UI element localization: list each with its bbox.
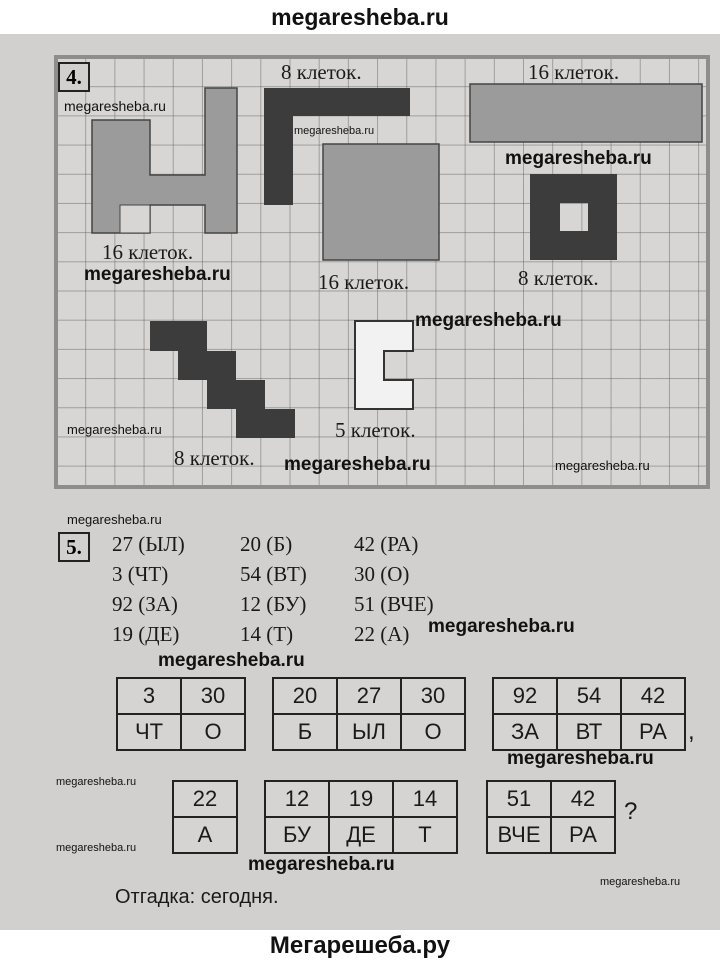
- table-cell-syllable: РА: [551, 817, 615, 853]
- watermark: megaresheba.ru: [555, 458, 650, 473]
- table-cell-syllable: О: [181, 714, 245, 750]
- table-cell-number: 30: [181, 678, 245, 714]
- h-shape-notch: [120, 205, 150, 233]
- caption-ring: 8 клеток.: [518, 266, 599, 290]
- table-cell-number: 51: [487, 781, 551, 817]
- answer-table: [116, 677, 246, 751]
- watermark: megaresheba.ru: [428, 616, 575, 637]
- question-mark: ?: [624, 798, 638, 825]
- table-cell-number: 27: [337, 678, 401, 714]
- comma-mark: ,: [688, 718, 695, 745]
- answer-table: [272, 677, 466, 751]
- site-footer: Мегарешеба.ру: [0, 930, 720, 964]
- watermark: megaresheba.ru: [507, 748, 654, 769]
- table-cell-number: 42: [621, 678, 685, 714]
- task4-number: 4.: [58, 62, 90, 92]
- list-item: 54 (ВТ): [240, 562, 307, 586]
- caption-bar: 16 клеток.: [528, 60, 620, 84]
- table-cell-number: 14: [393, 781, 457, 817]
- table-cell-syllable: ВЧЕ: [487, 817, 551, 853]
- list-item: 3 (ЧТ): [112, 562, 169, 586]
- watermark: megaresheba.ru: [56, 842, 137, 854]
- table-cell-syllable: А: [173, 817, 237, 853]
- answer-table: [492, 677, 686, 751]
- table-cell-syllable: РА: [621, 714, 685, 750]
- outline-figure: [355, 321, 413, 409]
- watermark: megaresheba.ru: [56, 776, 137, 788]
- table-cell-syllable: ЗА: [493, 714, 557, 750]
- table-cell-syllable: Т: [393, 817, 457, 853]
- list-item: 22 (А): [354, 622, 410, 646]
- table-cell-number: 92: [493, 678, 557, 714]
- stairs-figure: [150, 321, 295, 438]
- watermark: megaresheba.ru: [67, 422, 162, 437]
- list-item: 12 (БУ): [240, 592, 307, 616]
- table-cell-syllable: Б: [273, 714, 337, 750]
- watermark: megaresheba.ru: [64, 98, 166, 114]
- list-item: 92 (ЗА): [112, 592, 178, 616]
- answer-table: [486, 780, 616, 854]
- table-cell-number: 54: [557, 678, 621, 714]
- task5-number: 5.: [58, 532, 90, 562]
- table-cell-syllable: БУ: [265, 817, 329, 853]
- table-cell-number: 12: [265, 781, 329, 817]
- watermark: megaresheba.ru: [505, 148, 652, 169]
- answer-table: [172, 780, 238, 854]
- watermark: megaresheba.ru: [284, 454, 431, 475]
- list-item: 51 (ВЧЕ): [354, 592, 434, 616]
- table-cell-syllable: ВТ: [557, 714, 621, 750]
- list-item: 30 (О): [354, 562, 410, 586]
- ring-figure: [530, 174, 617, 260]
- table-cell-number: 42: [551, 781, 615, 817]
- watermark: megaresheba.ru: [248, 854, 395, 875]
- table-cell-number: 3: [117, 678, 181, 714]
- table-cell-syllable: ДЕ: [329, 817, 393, 853]
- table-cell-syllable: ЧТ: [117, 714, 181, 750]
- list-item: 27 (ЫЛ): [112, 532, 185, 556]
- watermark: megaresheba.ru: [600, 876, 681, 888]
- answer-table: [264, 780, 458, 854]
- caption-l-shape: 8 клеток.: [281, 60, 362, 84]
- table-cell-syllable: О: [401, 714, 465, 750]
- caption-h-shape: 16 клеток.: [102, 240, 194, 264]
- list-item: 42 (РА): [354, 532, 419, 556]
- list-item: 14 (Т): [240, 622, 294, 646]
- table-cell-number: 19: [329, 781, 393, 817]
- table-cell-syllable: ЫЛ: [337, 714, 401, 750]
- caption-outline: 5 клеток.: [335, 418, 416, 442]
- watermark: megaresheba.ru: [67, 512, 162, 527]
- table-cell-number: 22: [173, 781, 237, 817]
- table-cell-number: 30: [401, 678, 465, 714]
- caption-square: 16 клеток.: [318, 270, 410, 294]
- watermark: megaresheba.ru: [415, 310, 562, 331]
- watermark: megaresheba.ru: [84, 264, 231, 285]
- list-item: 20 (Б): [240, 532, 293, 556]
- watermark: megaresheba.ru: [158, 650, 305, 671]
- bar-figure: [470, 84, 702, 142]
- caption-stairs: 8 клеток.: [174, 446, 255, 470]
- table-cell-number: 20: [273, 678, 337, 714]
- square-figure: [323, 144, 439, 260]
- watermark: megaresheba.ru: [294, 125, 375, 137]
- list-item: 19 (ДЕ): [112, 622, 180, 646]
- answer-text: Отгадка: сегодня.: [115, 886, 279, 908]
- site-header: megaresheba.ru: [0, 0, 720, 34]
